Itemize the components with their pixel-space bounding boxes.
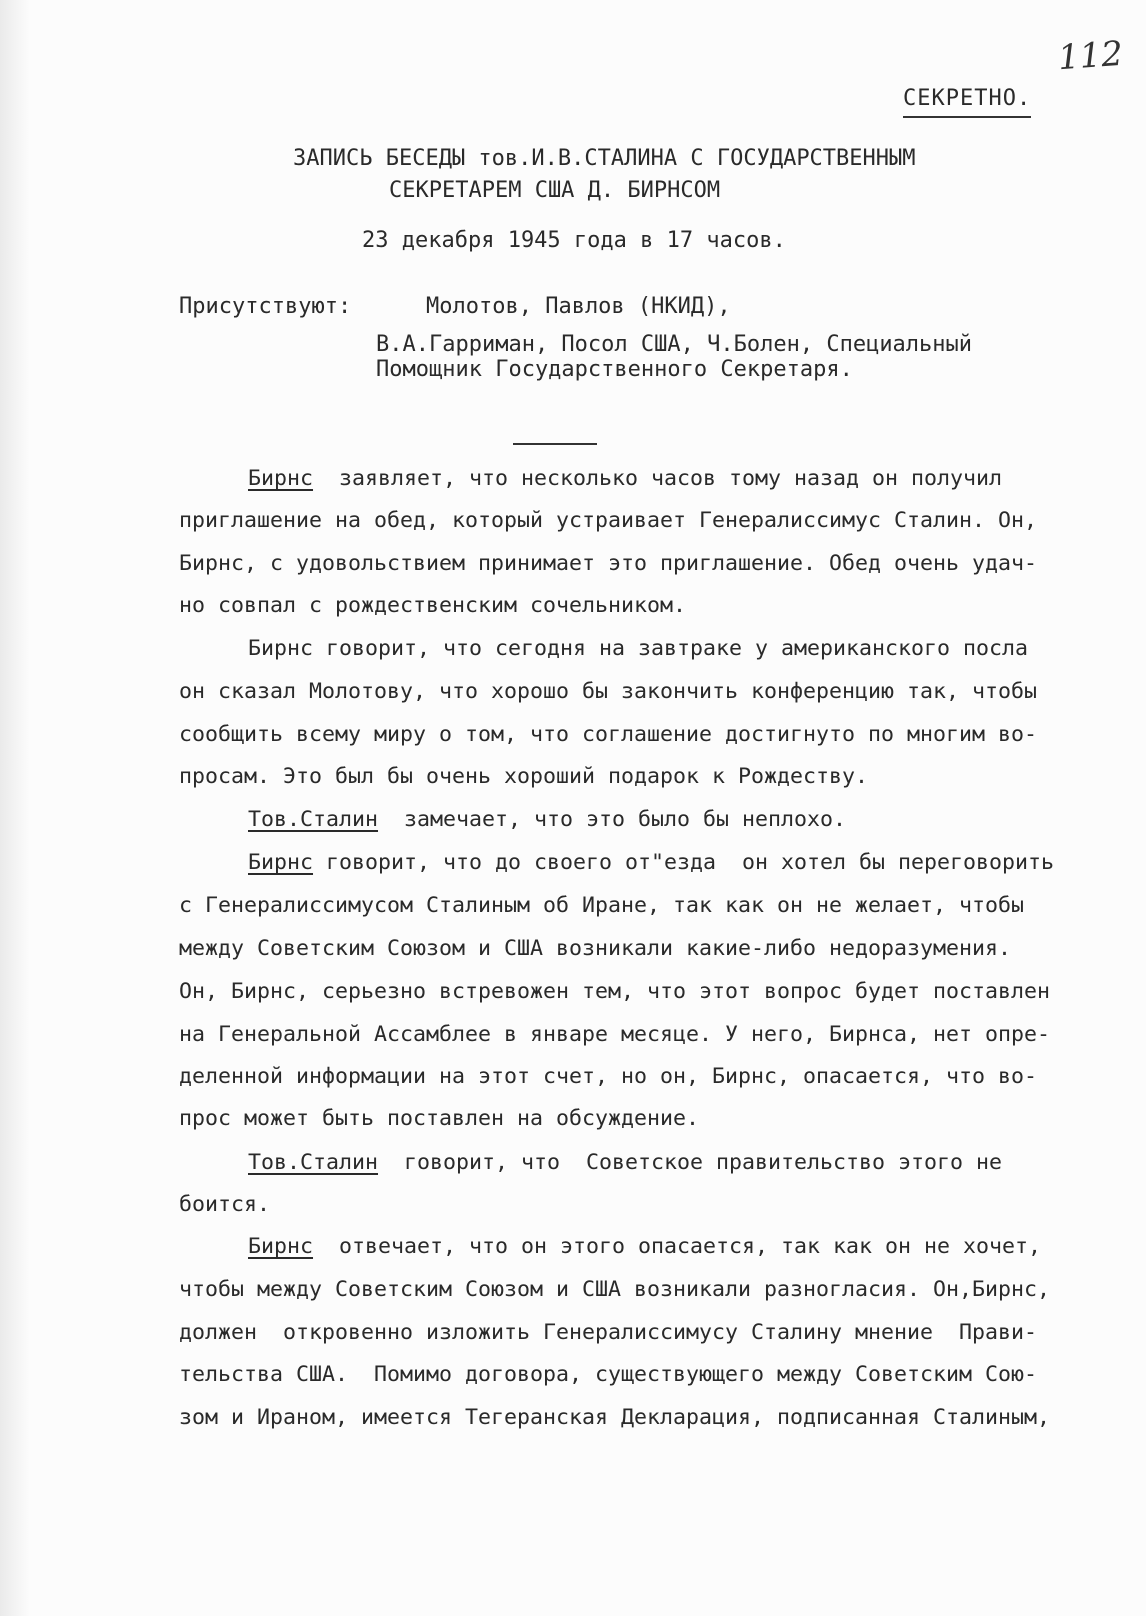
line-text: но совпал с рождественским сочельником. — [179, 593, 687, 618]
line-text: тельства США. Помимо договора, существующего между Советским Сою- — [179, 1362, 1038, 1387]
transcript-line — [179, 1360, 1037, 1390]
line-text: деленной информации на этот счет, но он, Бирнс, опасается, что во- — [179, 1064, 1038, 1089]
transcript-line — [179, 1020, 1050, 1050]
line-text: Бирнс говорит, что сегодня на завтраке у американского посла — [248, 636, 1029, 661]
transcript-line — [248, 848, 1054, 878]
line-text: говорит, что до своего от"езда он хотел бы переговорить — [313, 850, 1055, 875]
transcript-line — [179, 1318, 1037, 1348]
present-line-3: Помощник Государственного Секретаря. — [376, 357, 853, 382]
line-text: должен откровенно изложить Генералиссимусу Сталину мнение Прави- — [179, 1320, 1038, 1345]
transcript-line — [179, 1062, 1037, 1092]
transcript-line — [179, 762, 868, 792]
present-line-2: В.А.Гарриман, Посол США, Ч.Болен, Специальный — [376, 332, 973, 357]
title-line-1: ЗАПИСЬ БЕСЕДЫ тов.И.В.СТАЛИНА С ГОСУДАРСТВЕННЫМ — [293, 146, 916, 171]
speaker-name: Тов.Сталин — [248, 807, 379, 832]
transcript-line — [248, 805, 846, 835]
line-text: с Генералиссимусом Сталиным об Иране, так как он не желает, чтобы — [179, 893, 1025, 918]
line-text: отвечает, что он этого опасается, так как он не хочет, — [313, 1234, 1042, 1259]
line-text: прос может быть поставлен на обсуждение. — [179, 1106, 700, 1131]
present-line-1: Молотов, Павлов (НКИД), — [426, 294, 731, 319]
section-divider — [513, 443, 597, 445]
line-text: Он, Бирнс, серьезно встревожен тем, что этот вопрос будет поставлен — [179, 979, 1051, 1004]
transcript-line — [179, 720, 1037, 750]
line-text: боится. — [179, 1192, 271, 1217]
transcript-line — [248, 464, 1002, 494]
speaker-name: Бирнс — [248, 850, 314, 875]
transcript-line — [248, 1232, 1041, 1262]
transcript-line — [179, 891, 1024, 921]
speaker-name: Тов.Сталин — [248, 1150, 379, 1175]
classification-stamp: СЕКРЕТНО. — [903, 84, 1031, 118]
line-text: он сказал Молотову, что хорошо бы закончить конференцию так, чтобы — [179, 679, 1038, 704]
speaker-name: Бирнс — [248, 466, 314, 491]
transcript-line — [248, 634, 1028, 664]
title-date: 23 декабря 1945 года в 17 часов. — [362, 228, 786, 253]
transcript-line — [248, 1148, 1002, 1178]
line-text: зом и Ираном, имеется Тегеранская Декларация, подписанная Сталиным, — [179, 1405, 1051, 1430]
transcript-line — [179, 1275, 1050, 1305]
present-label: Присутствуют: — [179, 294, 352, 319]
line-text: на Генеральной Ассамблее в январе месяце. У него, Бирнса, нет опре- — [179, 1022, 1051, 1047]
line-text: заявляет, что несколько часов тому назад он получил — [313, 466, 1003, 491]
transcript-line — [179, 977, 1050, 1007]
line-text: сообщить всему миру о том, что соглашение достигнуто по многим во- — [179, 722, 1038, 747]
title-line-2: СЕКРЕТАРЕМ США Д. БИРНСОМ — [389, 178, 721, 203]
transcript-line — [179, 677, 1037, 707]
line-text: просам. Это был бы очень хороший подарок к Рождеству. — [179, 764, 869, 789]
line-text: говорит, что Советское правительство этого не — [378, 1150, 1003, 1175]
line-text: чтобы между Советским Союзом и США возникали разногласия. Он,Бирнс, — [179, 1277, 1051, 1302]
transcript-line — [179, 591, 686, 621]
transcript-line — [179, 1190, 270, 1220]
transcript-line — [179, 1403, 1050, 1433]
line-text: приглашение на обед, который устраивает Генералиссимус Сталин. Он, — [179, 508, 1038, 533]
transcript-line — [179, 934, 1011, 964]
line-text: между Советским Союзом и США возникали какие-либо недоразумения. — [179, 936, 1012, 961]
page-number: 112 — [1056, 33, 1125, 79]
page-edge-shadow — [0, 0, 30, 1616]
transcript-line — [179, 1104, 699, 1134]
line-text: Бирнс, с удовольствием принимает это приглашение. Обед очень удач- — [179, 551, 1038, 576]
line-text: замечает, что это было бы неплохо. — [378, 807, 847, 832]
speaker-name: Бирнс — [248, 1234, 314, 1259]
transcript-line — [179, 506, 1037, 536]
transcript-line — [179, 549, 1037, 579]
